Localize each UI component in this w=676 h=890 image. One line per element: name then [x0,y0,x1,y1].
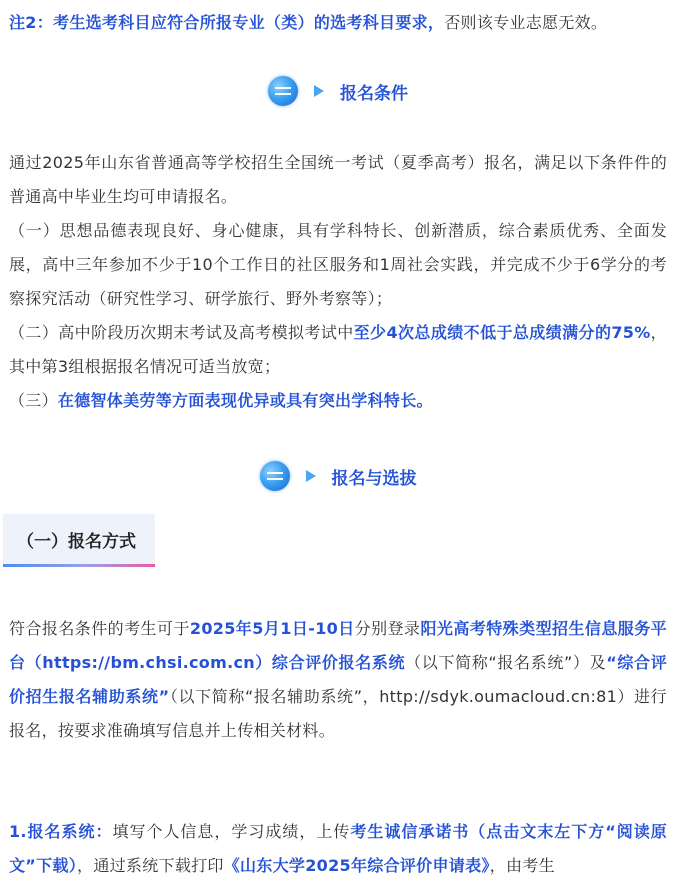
section-header-registration-conditions [0,71,676,111]
subsection-underline [3,564,155,567]
conditions-intro: 通过2025年山东省普通高等学校招生全国统一考试（夏季高考）报名，满足以下条件件的普通高中毕业生均可申请报名。 [9,153,667,206]
section-title: 报名条件 [340,83,408,104]
registration-date: 2025年5月1日-10日 [189,619,355,638]
step1-paragraph: 1.报名系统：填写个人信息，学习成绩，上传考生诚信承诺书（点击文末左下方“阅读原文”下载），通过系统下载打印《山东大学2025年综合评价申请表》，由考生 [9,822,668,875]
registration-method-block [0,612,676,748]
application-form-name: 《山东大学2025年综合评价申请表》 [223,856,490,875]
step1-block [0,815,676,883]
note-2 [0,6,676,40]
aux-system-name: “综合评价招生报名辅助系统” [9,653,668,706]
list-circle-icon [260,461,290,491]
step1-label: 1.报名系统： [9,822,113,841]
condition-item-2: （二）高中阶段历次期末考试及高考模拟考试中至少4次总成绩不低于总成绩满分的75%，其中第3组根据报名情况可适当放宽； [9,323,667,376]
condition-item-2-highlight: 至少4次总成绩不低于总成绩满分的75% [353,323,651,342]
section-header-registration-selection [0,456,676,496]
conditions-block [0,146,676,418]
note-rest: 否则该专业志愿无效。 [444,13,608,32]
condition-item-3-highlight: 在德智体美劳等方面表现优异或具有突出学科特长。 [57,391,433,410]
subsection-title: （一）报名方式 [17,531,136,552]
condition-item-3: （三）在德智体美劳等方面表现优异或具有突出学科特长。 [9,391,433,410]
play-triangle-icon [314,85,324,97]
play-triangle-icon [306,470,316,482]
commitment-letter-link[interactable]: 考生诚信承诺书（点击文末左下方“阅读原文”下载） [9,822,668,875]
section-title: 报名与选拔 [331,468,417,489]
condition-item-1: （一）思想品德表现良好、身心健康，具有学科特长、创新潜质，综合素质优秀、全面发展，高中三年参加不少于10个工作日的社区服务和1周社会实践，并完成不少于6学分的考察探究活动（研究性学习、研学旅行、野外考察等）； [9,221,667,308]
note-bold: 注2：考生选考科目应符合所报专业（类）的选考科目要求， [9,13,445,32]
list-circle-icon [268,76,298,106]
platform-name-link[interactable]: 阳光高考特殊类型招生信息服务平台（https://bm.chsi.com.cn）综合评价报名系统 [9,619,667,672]
subsection-heading-box [3,514,155,564]
registration-method-paragraph: 符合报名条件的考生可于2025年5月1日-10日分别登录阳光高考特殊类型招生信息服务平台（https://bm.chsi.com.cn）综合评价报名系统（以下简称“报名系统”）及“综合评价招生报名辅助系统”（以下简称“报名辅助系统”，http://sdyk.oumacloud.cn:81）进行报名，按要求准确填写信息并上传相关材料。 [9,619,668,740]
